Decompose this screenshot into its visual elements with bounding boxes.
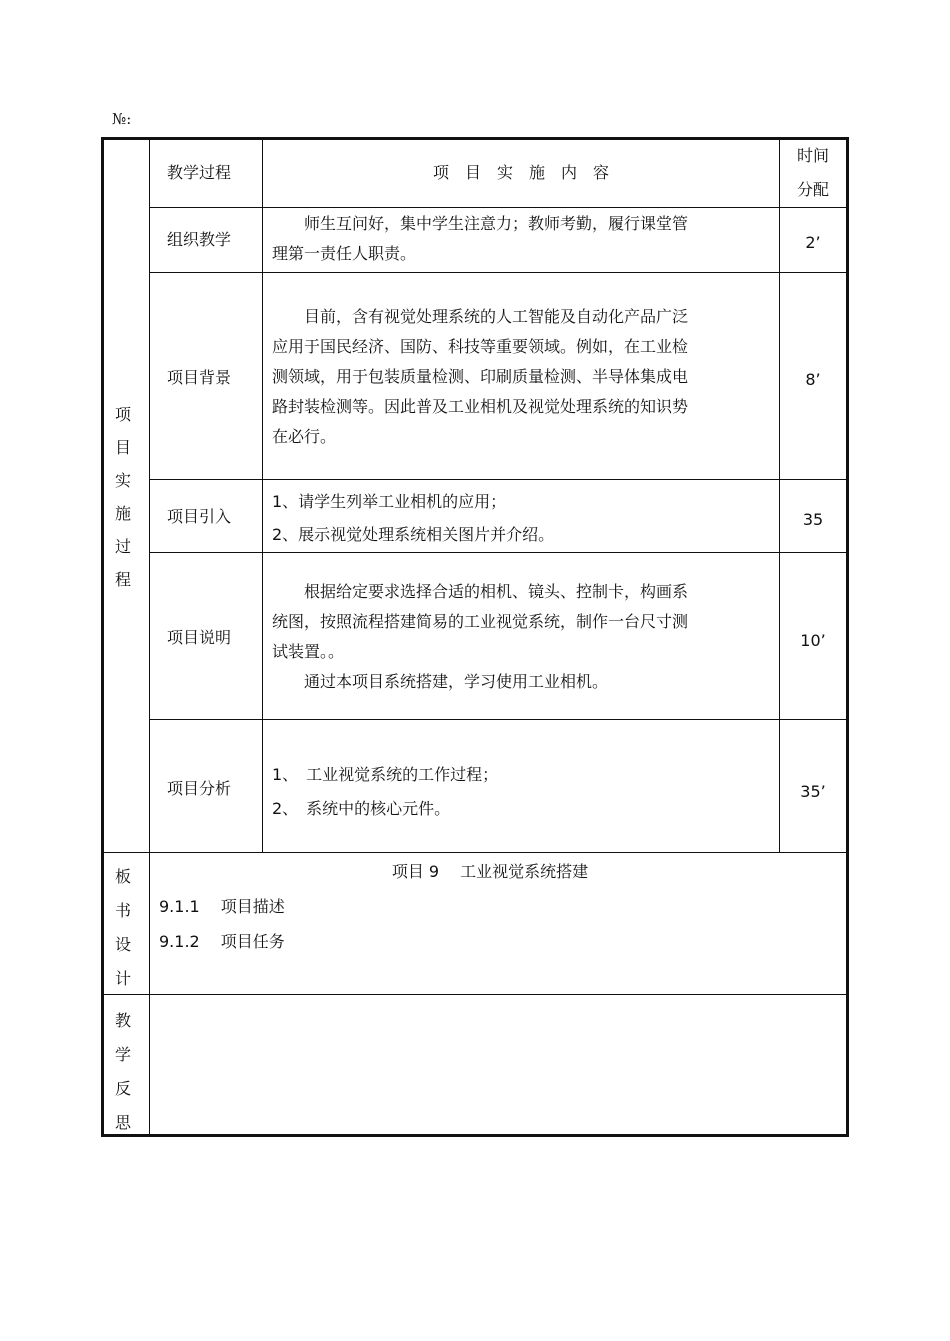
row-time: 35’ xyxy=(800,782,826,801)
divider xyxy=(103,852,847,853)
header-time-2: 分配 xyxy=(796,180,829,199)
content-line: 通过本项目系统搭建，学习使用工业相机。 xyxy=(304,672,609,691)
content-line: 师生互问好，集中学生注意力；教师考勤，履行课堂管 xyxy=(304,214,689,233)
side-label-char: 程 xyxy=(114,570,131,589)
side-label-char: 项 xyxy=(114,405,131,424)
content-line: 目前，含有视觉处理系统的人工智能及自动化产品广泛 xyxy=(304,307,689,326)
reflection-label xyxy=(111,1004,135,1140)
board-label-char: 设 xyxy=(114,935,131,954)
content-line: 2、展示视觉处理系统相关图片并介绍。 xyxy=(272,525,555,544)
row-label: 项目说明 xyxy=(167,628,232,647)
content-line: 理第一责任人职责。 xyxy=(272,244,417,263)
page-number-label: №: xyxy=(112,110,132,128)
row-content xyxy=(272,485,772,551)
row-time: 8’ xyxy=(805,370,821,389)
content-line: 1、 工业视觉系统的工作过程； xyxy=(272,765,499,784)
row-label: 项目引入 xyxy=(167,507,232,526)
content-line: 应用于国民经济、国防、科技等重要领域。例如，在工业检 xyxy=(272,337,689,356)
row-label: 项目分析 xyxy=(167,779,232,798)
board-item: 9.1.1 项目描述 xyxy=(159,897,285,916)
divider xyxy=(149,207,847,208)
board-label-char: 板 xyxy=(114,867,131,886)
row-label: 组织教学 xyxy=(167,230,232,249)
board-label-char: 书 xyxy=(114,901,131,920)
divider xyxy=(262,139,263,853)
content-line: 2、 系统中的核心元件。 xyxy=(272,799,451,818)
header-time-1: 时间 xyxy=(796,146,829,165)
board-label-char: 计 xyxy=(114,969,131,988)
side-label-char: 过 xyxy=(114,537,131,556)
reflection-label-char: 思 xyxy=(114,1113,131,1132)
row-content xyxy=(272,577,772,697)
content-line: 根据给定要求选择合适的相机、镜头、控制卡，构画系 xyxy=(304,582,689,601)
content-line: 1、请学生列举工业相机的应用； xyxy=(272,492,507,511)
divider xyxy=(149,139,150,1135)
header-content: 项 目 实 施 内 容 xyxy=(432,163,609,182)
side-label-char: 施 xyxy=(114,504,131,523)
content-line: 试装置。。 xyxy=(272,642,345,661)
content-line: 在必行。 xyxy=(272,427,337,446)
board-item: 9.1.2 项目任务 xyxy=(159,932,285,951)
row-time: 10’ xyxy=(800,631,826,650)
row-content xyxy=(272,302,772,452)
reflection-label-char: 教 xyxy=(114,1011,131,1030)
side-label-char: 目 xyxy=(114,438,131,457)
board-label xyxy=(111,860,135,996)
side-label-implementation xyxy=(111,398,135,596)
header-process: 教学过程 xyxy=(167,163,232,182)
board-title: 项目 9 工业视觉系统搭建 xyxy=(391,862,589,881)
divider xyxy=(149,552,847,553)
row-time: 35 xyxy=(802,510,824,529)
row-label: 项目背景 xyxy=(167,368,232,387)
content-line: 统图，按照流程搭建简易的工业视觉系统，制作一台尺寸测 xyxy=(272,612,689,631)
reflection-label-char: 反 xyxy=(114,1079,131,1098)
row-content xyxy=(272,209,772,269)
divider xyxy=(149,719,847,720)
reflection-label-char: 学 xyxy=(114,1045,131,1064)
content-line: 路封装检测等。因此普及工业相机及视觉处理系统的知识势 xyxy=(272,397,689,416)
side-label-char: 实 xyxy=(114,471,131,490)
content-line: 测领域，用于包装质量检测、印刷质量检测、半导体集成电 xyxy=(272,367,689,386)
divider xyxy=(149,272,847,273)
divider xyxy=(103,994,847,995)
row-time: 2’ xyxy=(805,233,821,252)
divider xyxy=(149,479,847,480)
row-content xyxy=(272,758,772,826)
